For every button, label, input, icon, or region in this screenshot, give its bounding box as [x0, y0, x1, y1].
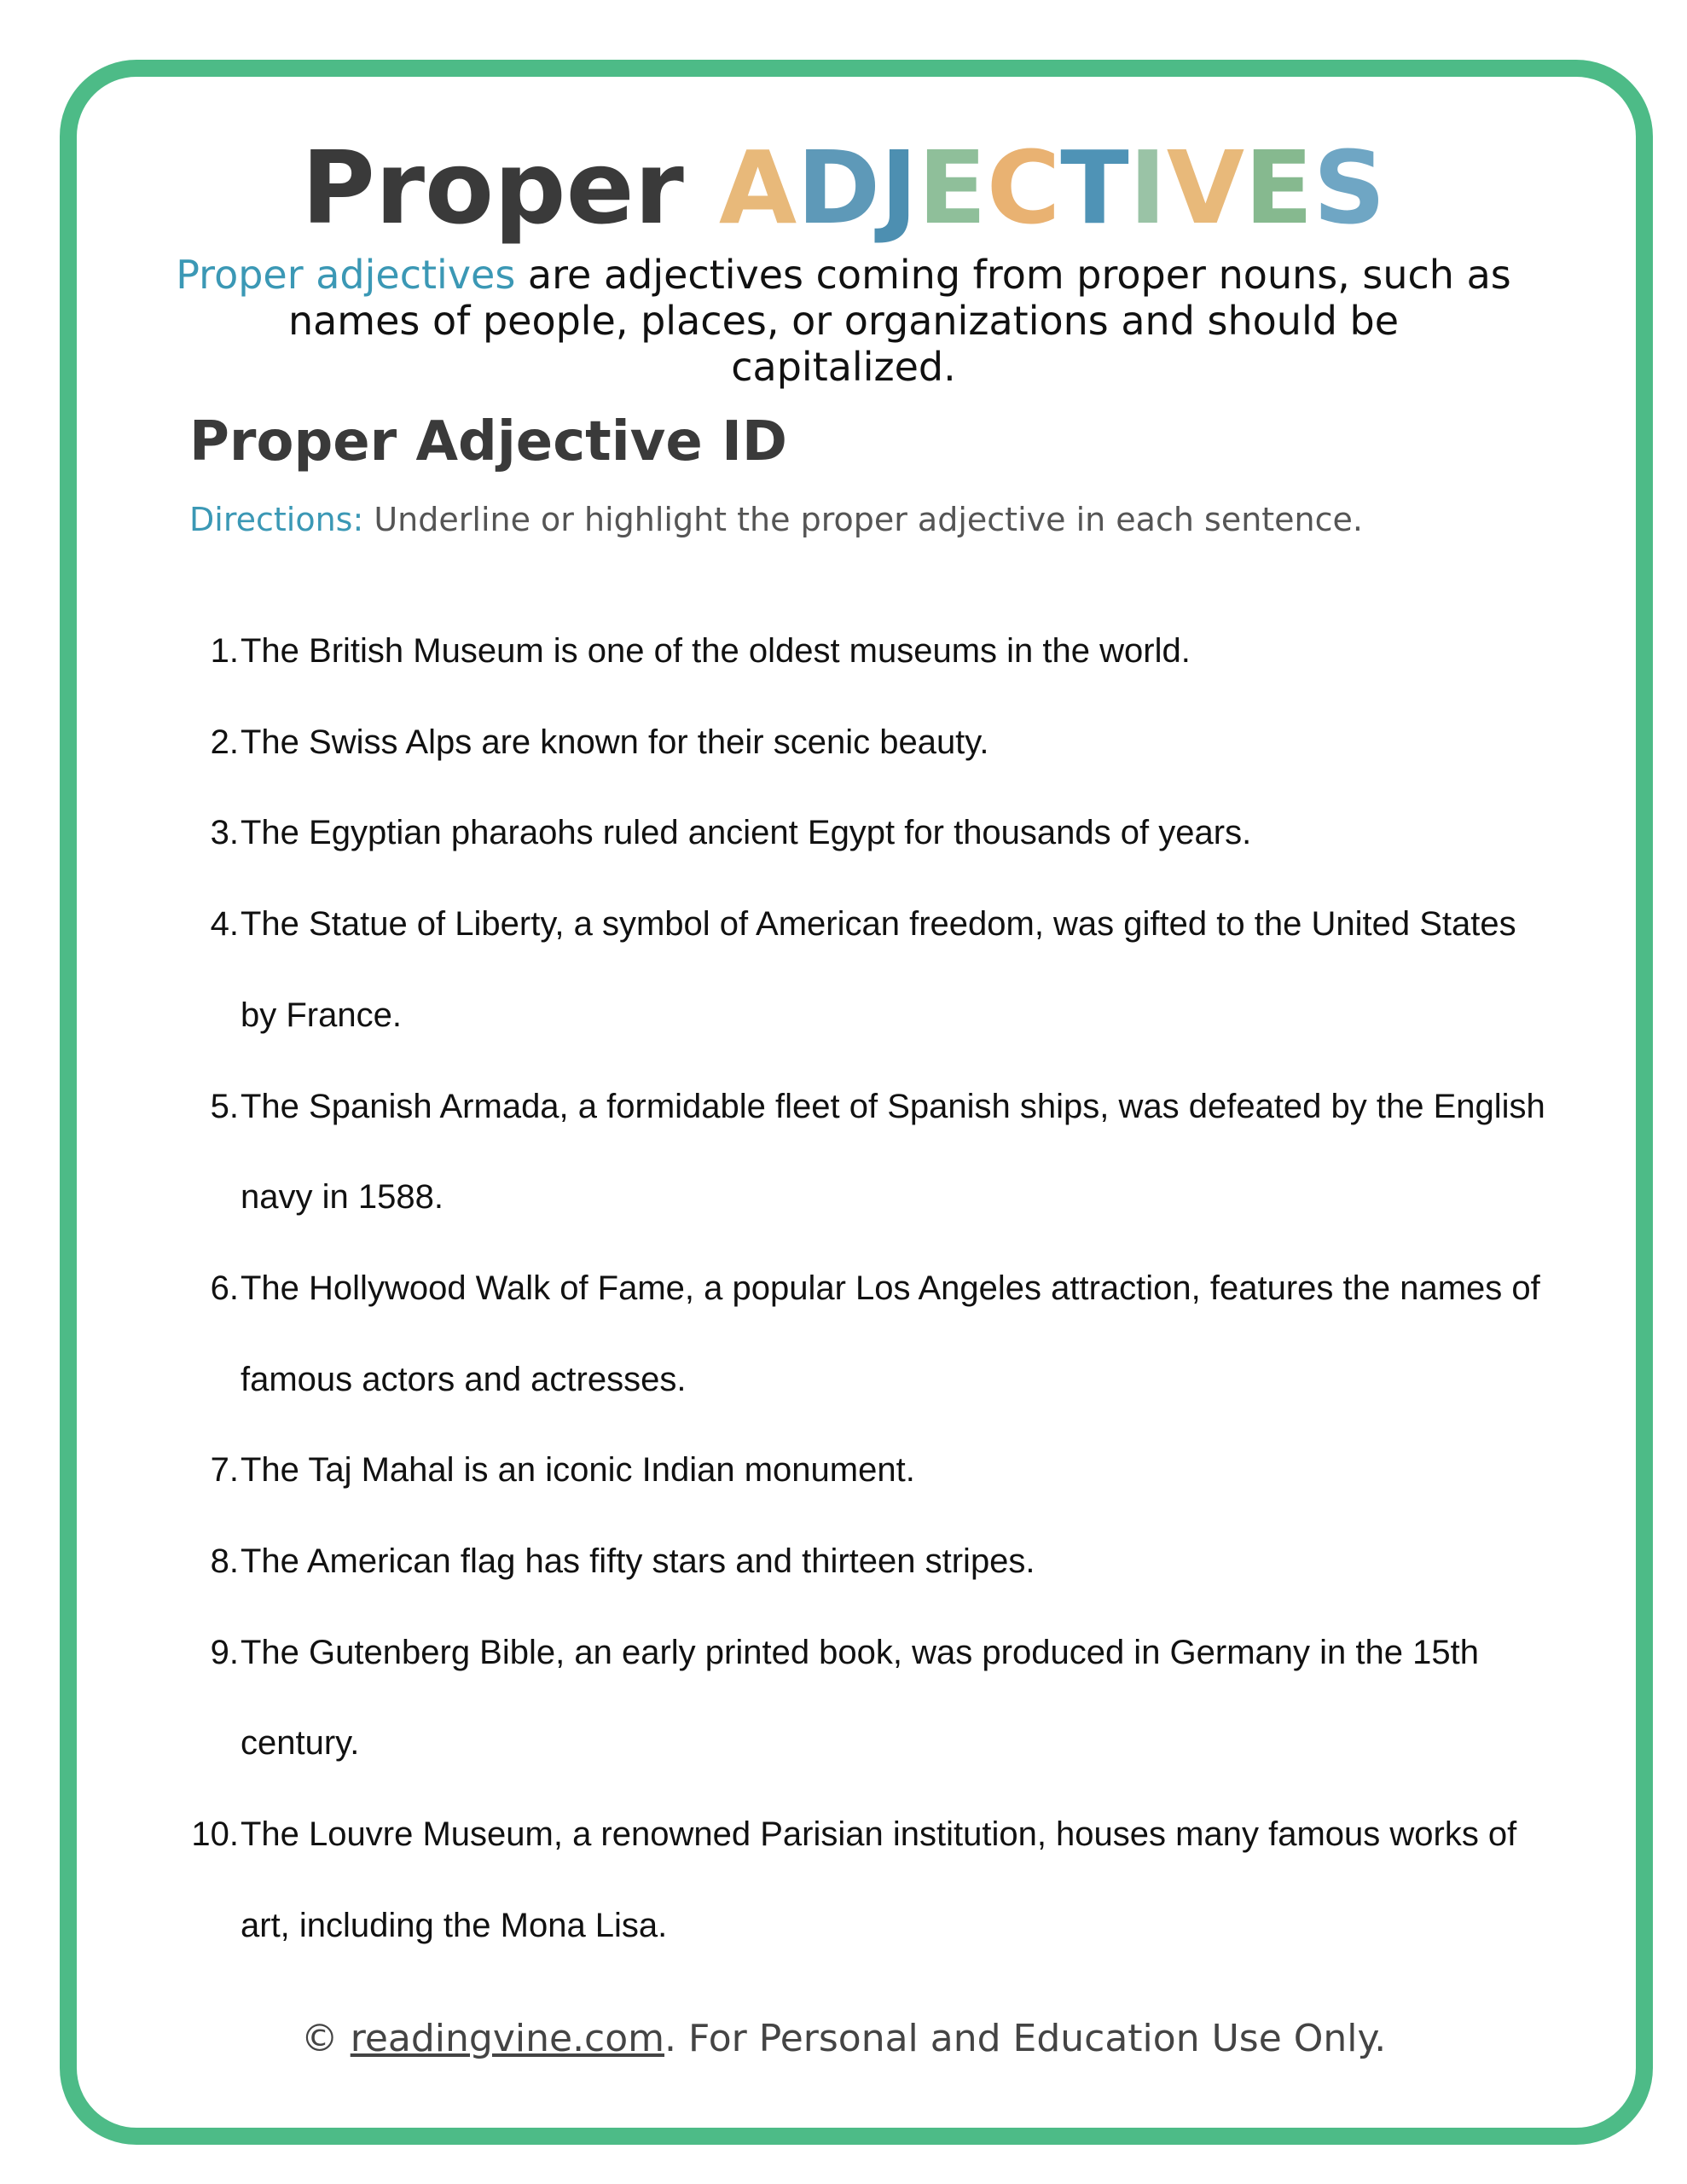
item-text: The Taj Mahal is an iconic Indian monument.	[241, 1451, 915, 1490]
title-letter: D	[797, 129, 881, 247]
sentence-list	[171, 606, 1552, 1972]
list-item	[171, 1789, 1552, 1971]
item-number: 3.	[210, 814, 239, 852]
item-text: The Hollywood Walk of Fame, a popular Los Angeles attraction, features the names of famous actors and actresses.	[241, 1269, 1540, 1398]
item-number: 4.	[210, 905, 239, 944]
item-number: 8.	[210, 1542, 239, 1581]
list-item	[171, 1607, 1552, 1789]
item-number: 10.	[191, 1815, 239, 1854]
item-number: 1.	[210, 632, 239, 670]
directions-label: Directions:	[189, 501, 364, 538]
list-item	[171, 1061, 1552, 1243]
list-item	[171, 879, 1552, 1060]
item-text: The Louvre Museum, a renowned Parisian institution, houses many famous works of art, including the Mona Lisa.	[241, 1815, 1517, 1944]
list-item	[171, 1516, 1552, 1607]
footer-text: . For Personal and Education Use Only.	[664, 2017, 1387, 2060]
list-item	[171, 697, 1552, 788]
list-item	[171, 1243, 1552, 1425]
item-text: The Spanish Armada, a formidable fleet of Spanish ships, was defeated by the English navy in 1588.	[241, 1087, 1545, 1217]
intro-text: are adjectives coming from proper nouns, such as names of people, places, or organizations and should be capitalized.	[287, 252, 1511, 390]
title-letter: E	[918, 129, 987, 247]
item-text: The American flag has fifty stars and thirteen stripes.	[241, 1542, 1035, 1581]
item-number: 6.	[210, 1269, 239, 1307]
title-word-adjectives	[719, 129, 1386, 247]
title-letter: A	[718, 129, 797, 247]
item-text: The Statue of Liberty, a symbol of American freedom, was gifted to the United States by France.	[241, 905, 1516, 1034]
title-letter: V	[1166, 129, 1245, 247]
title-letter: T	[1060, 129, 1129, 247]
item-text: The Egyptian pharaohs ruled ancient Egypt for thousands of years.	[241, 814, 1252, 852]
list-item	[171, 1425, 1552, 1516]
title-letter: E	[1244, 129, 1313, 247]
intro-term: Proper adjectives	[176, 252, 516, 298]
directions	[189, 499, 1363, 540]
item-text: The Gutenberg Bible, an early printed book, was produced in Germany in the 15th century.	[241, 1633, 1479, 1763]
title-word-proper: Proper	[301, 129, 684, 247]
intro-definition	[171, 252, 1516, 390]
list-item	[171, 606, 1552, 697]
footer	[0, 2013, 1687, 2065]
item-number: 2.	[210, 723, 239, 761]
item-text: The Swiss Alps are known for their scenic beauty.	[241, 723, 989, 761]
footer-copyright: ©	[300, 2017, 351, 2060]
page-title	[0, 128, 1687, 247]
item-number: 5.	[210, 1087, 239, 1125]
title-letter: J	[880, 129, 919, 247]
item-number: 9.	[210, 1633, 239, 1671]
title-letter: S	[1313, 129, 1386, 247]
title-letter: C	[986, 129, 1061, 247]
item-text: The British Museum is one of the oldest museums in the world.	[241, 632, 1191, 670]
footer-link[interactable]: readingvine.com	[350, 2017, 665, 2060]
item-number: 7.	[210, 1451, 239, 1490]
title-letter: I	[1128, 129, 1167, 247]
list-item	[171, 787, 1552, 879]
directions-text: Underline or highlight the proper adjective in each sentence.	[363, 501, 1363, 538]
section-title: Proper Adjective ID	[189, 410, 787, 473]
